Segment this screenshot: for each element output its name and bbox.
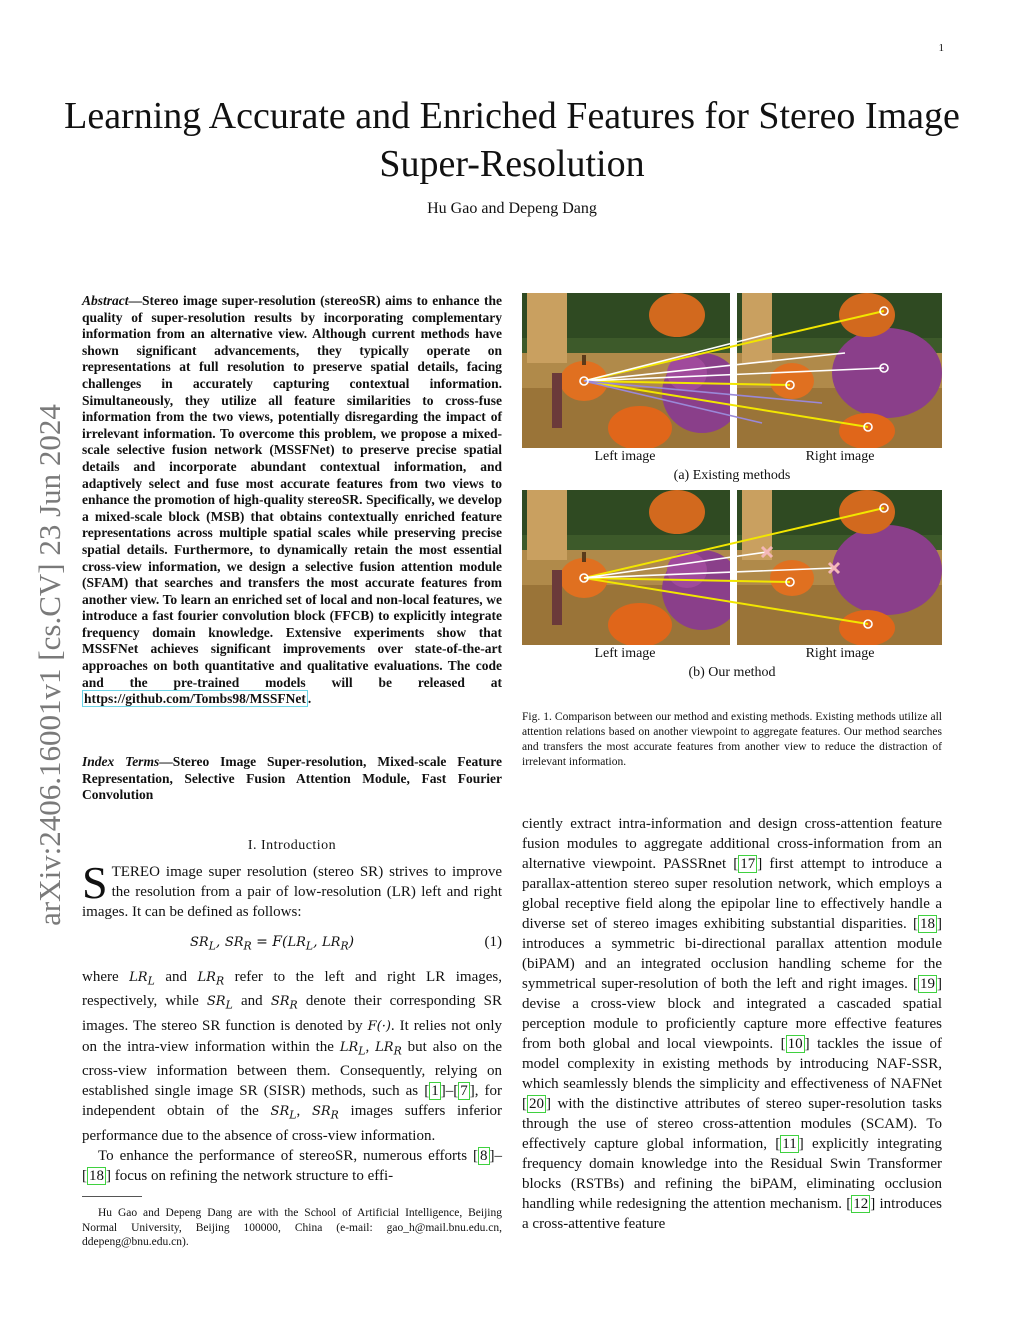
equation-number: (1) <box>484 934 502 950</box>
citation[interactable]: 18 <box>89 1167 104 1184</box>
attention-lines-a <box>522 293 942 453</box>
left-image-label-b: Left image <box>594 646 656 661</box>
abstract: Abstract—Stereo image super-resolution (stereoSR) aims to enhance the quality of super-resolution results by incorporating complementary information from an alternative view. Although current methods have shown significant advancements, they typically operate on representations at full resolution to preserve spatial details, facing challenges in accurately capturing contextual information. Simultaneously, they utilize all feature similarities to cross-fuse information from the two views, potentially disregarding the impact of irrelevant information. To overcome this problem, we propose a mixed-scale selective fusion network (MSSFNet) to preserve precise spatial details and incorporate abundant contextual information, and adaptively select and fuse most accurate features from two views to enhance the promotion of high-quality stereoSR. Specifically, we develop a mixed-scale block (MSB) that obtains contextually enriched feature representations across multiple spatial scales while preserving precise spatial details. Furthermore, to dynamically retain the most essential cross-view information, we design a selective fusion attention module (SFAM) that searches and transfers the most accurate features from another view. To learn an enriched set of local and non-local features, we introduce a fast fourier convolution block (FFCB) to explicitly integrate frequency domain knowledge. Extensive experiments show that MSSFNet achieves significant improvements over state-of-the-art approaches on both quantitative and qualitative evaluations. The code and the pre-trained models will be released at https://github.com/Tombs98/MSSFNet . <box>82 293 502 707</box>
intro-right-column: ciently extract intra-information and design cross-attention feature fusion modules to aggregate additional cross-information from an alternative viewpoint. PASSRnet [ 17 ] first attempt to introduce a parallax-attention stereo super resolution network, which employs a global receptive field along the epipolar line to effectively handle a diverse set of stereo images exhibiting substantial disparities. [ 18 ] introduces a symmetric bi-directional parallax attention module (biPAM) and an integrated occlusion handling scheme for the symmetrical super-resolution of both the left and right images. [ 19 ] devise a cross-view block and integrated a cascaded spatial perception module to proficiently capture more effective features from both global and local viewpoints. [ 10 ] tackles the issue of model complexity in existing methods by introducing NAF-SSR, which seamlessly blends the simplicity and effectiveness of NAFNet [ 20 ] with the distinctive attributes of stereo super-resolution tasks through the use of stereo cross-attention modules (SCAM). To effectively capture global information, [ 11 ] explicitly integrating frequency domain knowledge into the Residual Swin Transformer blocks (RSTBs) and refining the biPAM, eliminating occlusion handling while redesigning the attention mechanism. [ 12 ] introduces a cross-attentive feature <box>522 816 943 1232</box>
section-heading: I. Introduction <box>247 838 337 853</box>
footnote-rule <box>82 1196 142 1197</box>
citation[interactable]: 8 <box>480 1147 488 1164</box>
citation[interactable]: 1 <box>431 1083 439 1100</box>
subcaption-b: (b) Our method <box>688 665 776 680</box>
paper-authors: Hu Gao and Depeng Dang <box>427 200 597 217</box>
intro-paragraph-3: To enhance the performance of stereoSR, numerous efforts [ 8 ]–[ 18 ] focus on refining the network structure to effi- <box>82 1147 502 1184</box>
arxiv-id: arXiv:2406.16001v1 [cs.CV] 23 Jun 2024 <box>32 404 67 926</box>
attention-lines-b <box>522 490 942 650</box>
page-number: 1 <box>938 42 944 54</box>
subcaption-a: (a) Existing methods <box>673 468 791 483</box>
citation[interactable]: 19 <box>920 976 935 992</box>
citation[interactable]: 10 <box>787 1036 803 1052</box>
intro-p1-text: TEREO image super resolution (stereo SR) strives to improve the resolution from a pair of low-resolution (LR) left and right images. It can be defined as follows: <box>82 864 502 920</box>
right-image-label-a: Right image <box>805 449 875 464</box>
citation[interactable]: 20 <box>529 1096 544 1112</box>
citation[interactable]: 12 <box>853 1196 869 1212</box>
abstract-text: Stereo image super-resolution (stereoSR) aims to enhance the quality of super-resolution results by incorporating complementary information from an alternative view. Although current methods have shown significant advancements, they typically operate on representations at full resolution to preserve spatial details, facing challenges in accurately capturing contextual information. Simultaneously, they utilize all feature similarities to cross-fuse information from the two views, potentially disregarding the impact of irrelevant information. To overcome this problem, we propose a mixed-scale selective fusion network (MSSFNet) to preserve precise spatial details and incorporate abundant contextual information, and adaptively select and fuse most accurate features from two views to enhance the promotion of high-quality stereoSR. Specifically, we develop a mixed-scale block (MSB) that obtains contextually enriched feature representations across multiple spatial scales while preserving precise spatial details. Furthermore, to dynamically retain the most essential cross-view information, we design a selective fusion attention module (SFAM) that searches and transfers the most accurate features from another view. To learn an enriched set of local and non-local features, we introduce a fast fourier convolution block (FFCB) to explicitly integrate frequency domain knowledge. Extensive experiments show that MSSFNet achieves significant improvements over state-of-the-art approaches on both quantitative and qualitative evaluations. The code and the pre-trained models will be released at <box>82 293 502 690</box>
citation[interactable]: 18 <box>920 916 935 932</box>
equation-body: $SR_L$, $SR_R = F(LR_L$, $LR_R$) <box>190 934 355 953</box>
intro-left-column <box>82 857 503 1186</box>
code-link[interactable]: https://github.com/Tombs98/MSSFNet <box>84 691 306 707</box>
figure-caption: Fig. 1. Comparison between our method and existing methods. Existing methods utilize all attention relations based on another viewpoint to aggregate features. Our method searches and transfers the most accurate features from another view to reduce the distraction of irrelevant information. <box>522 711 942 768</box>
intro-paragraph-2: where $LR_L$ and $LR_R$ refer to the left and right LR images, respectively, while $SR_L$ and $SR_R$ denote their corresponding SR images. The stereo SR function is denoted by F(·). It relies not only on the intra-view information within the $LR_L$, $LR_R$ but also on the cross-view information between them. Consequently, relying on established single image SR (SISR) methods, such as [ 1 ]–[ 7 ], for independent obtain of the $SR_L$, $SR_R$ images suffers inferior performance due to the absence of cross-view information. <box>82 968 503 1144</box>
footnote: Hu Gao and Depeng Dang are with the School of Artificial Intelligence, Beijing Normal University, Beijing 100000, China (e-mail: gao_h@mail.bnu.edu.cn, ddepeng@bnu.edu.cn). <box>82 1207 502 1248</box>
arxiv-stamp <box>22 355 78 975</box>
dropcap: S <box>82 857 108 908</box>
equation-1 <box>82 932 502 957</box>
paper-title: Learning Accurate and Enriched Features for Stereo Image Super-Resolution <box>64 95 960 185</box>
citation[interactable]: 11 <box>782 1136 797 1152</box>
index-terms-text: Stereo Image Super-resolution, Mixed-scale Feature Representation, Selective Fusion Attention Module, Fast Fourier Convolution <box>82 754 502 803</box>
index-terms: Index Terms—Stereo Image Super-resolution, Mixed-scale Feature Representation, Selective Fusion Attention Module, Fast Fourier Convolution <box>82 754 502 803</box>
left-image-label-a: Left image <box>594 449 656 464</box>
intro-paragraph-1 <box>82 857 502 922</box>
index-terms-label: Index Terms <box>82 754 160 769</box>
citation[interactable]: 17 <box>740 856 756 872</box>
right-image-label-b: Right image <box>805 646 875 661</box>
citation[interactable]: 7 <box>460 1083 468 1100</box>
abstract-label: Abstract <box>82 293 129 308</box>
